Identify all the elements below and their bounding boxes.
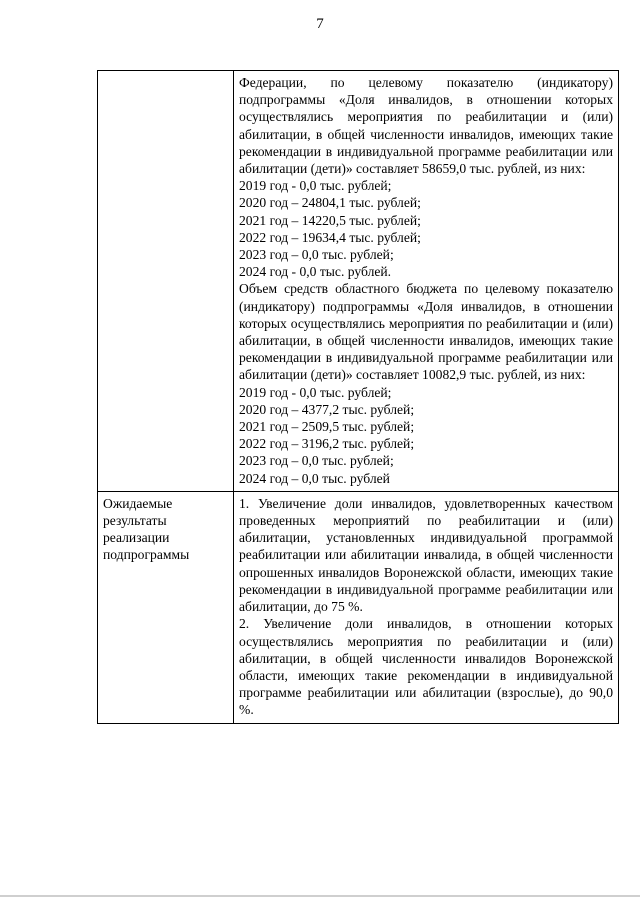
expected-result-item-2: 2. Увеличение доли инвалидов, в отношении которых осуществлялись мероприятия по реабилитации и (или) абилитации, в общей численности инвалидов Воронежской области, имеющих такие рекомендации в индивидуальной программе реабилитации или абилитации (взрослые), до 90,0 %. <box>239 616 613 718</box>
year-line: 2019 год - 0,0 тыс. рублей; <box>239 384 392 400</box>
year-line: 2022 год – 19634,4 тыс. рублей; <box>239 229 421 245</box>
row1-label-cell <box>98 71 234 492</box>
page-bottom-rule <box>0 895 640 897</box>
row1-content-cell <box>234 71 619 492</box>
regional-funding-paragraph: Объем средств областного бюджета по целевому показателю (индикатору) подпрограммы «Доля инвалидов, в отношении которых осуществлялись мероприятия по реабилитации и (или) абилитации, в общей численности инвалидов, имеющих такие рекомендации в индивидуальной программе реабилитации или абилитации (дети)» составляет 10082,9 тыс. рублей, из них: <box>239 281 613 383</box>
expected-results-content-cell <box>234 491 619 723</box>
year-line: 2023 год – 0,0 тыс. рублей; <box>239 453 394 469</box>
year-line: 2021 год – 2509,5 тыс. рублей; <box>239 419 415 435</box>
subprogram-passport-table <box>97 70 619 724</box>
year-line: 2021 год – 14220,5 тыс. рублей; <box>239 212 421 228</box>
year-line: 2019 год - 0,0 тыс. рублей; <box>239 178 392 194</box>
label-line: результаты <box>103 513 167 529</box>
expected-results-label-cell <box>98 491 234 723</box>
page-number: 7 <box>316 16 324 32</box>
year-line: 2022 год – 3196,2 тыс. рублей; <box>239 436 415 452</box>
year-line: 2023 год – 0,0 тыс. рублей; <box>239 247 394 263</box>
year-line: 2024 год – 0,0 тыс. рублей <box>239 470 390 486</box>
table-row <box>98 491 619 723</box>
federal-funding-paragraph: Федерации, по целевому показателю (индикатору) подпрограммы «Доля инвалидов, в отношении которых осуществлялись мероприятия по реабилитации и (или) абилитации, в общей численности инвалидов, имеющих такие рекомендации в индивидуальной программе реабилитации или абилитации (дети)» составляет 58659,0 тыс. рублей, из них: <box>239 75 613 177</box>
expected-result-item-1: 1. Увеличение доли инвалидов, удовлетворенных качеством проведенных мероприятий по реабилитации и (или) абилитации, установленных индивидуальной программой реабилитации или абилитации инвалида, в общей численности опрошенных инвалидов Воронежской области, имеющих такие рекомендации в индивидуальной программе реабилитации или абилитации, до 75 %. <box>239 495 613 615</box>
year-line: 2020 год – 24804,1 тыс. рублей; <box>239 195 421 211</box>
year-line: 2024 год - 0,0 тыс. рублей. <box>239 264 392 280</box>
label-line: реализации <box>103 530 170 546</box>
year-line: 2020 год – 4377,2 тыс. рублей; <box>239 401 415 417</box>
label-line: Ожидаемые <box>103 495 173 511</box>
table-row <box>98 71 619 492</box>
label-line: подпрограммы <box>103 547 190 563</box>
